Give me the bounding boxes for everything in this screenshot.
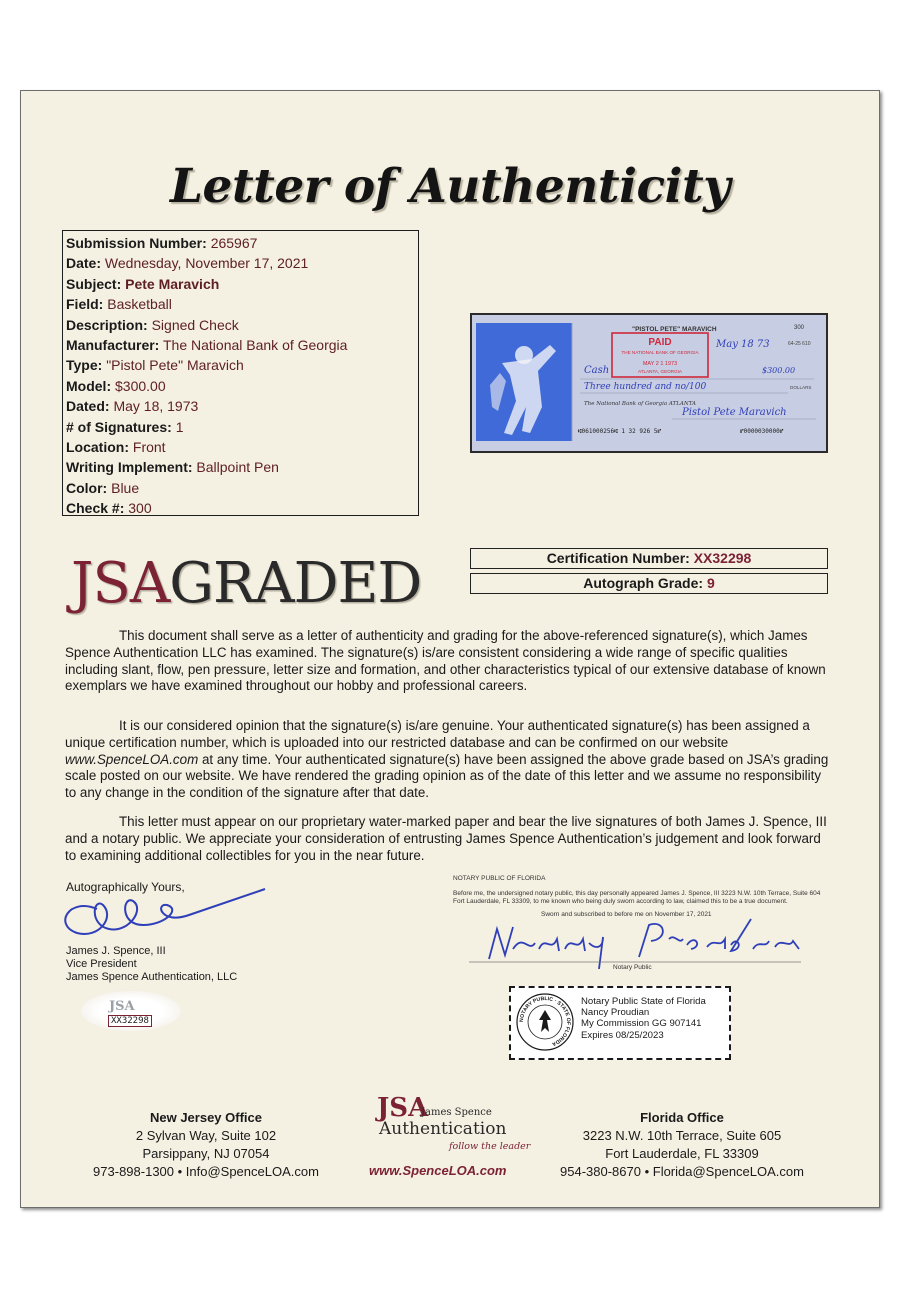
jsa-logo-graded: GRADED [169, 551, 422, 616]
certification-label: Certification Number: [546, 550, 690, 566]
detail-row [66, 417, 418, 437]
footer-logo-auth: Authentication [379, 1119, 507, 1139]
paragraph-2 [65, 718, 831, 802]
seal-line-1: Notary Public State of Florida [581, 996, 706, 1007]
detail-value: Signed Check [151, 316, 239, 333]
footer-logo-tagline: follow the leader [449, 1141, 531, 1152]
paragraph-1 [65, 628, 831, 695]
check-routing: 64-25 610 [788, 341, 811, 347]
sticker-logo: JSA [109, 999, 135, 1014]
grade-label: Autograph Grade: [583, 575, 704, 591]
stamp-date: MAY 2 1 1973 [642, 361, 678, 367]
detail-value: The National Bank of Georgia [163, 336, 348, 353]
detail-row [66, 457, 418, 477]
check-micr: ⑆061000256⑆ 1 32 926 5⑈ [578, 428, 662, 435]
stamp-bank: THE NATIONAL BANK OF GEORGIA [621, 350, 699, 355]
detail-value: 1 [175, 418, 184, 435]
seal-text [581, 996, 706, 1041]
paragraph-3-text: This letter must appear on our proprietary water-marked paper and bear the live signatures of both James J. Spence, III and a notary public. We appreciate your consideration of entrusting James Spence Authentication’s judgement and look forward to examining additional collectibles for you in the near future. [65, 814, 827, 863]
check-amount: $300.00 [762, 366, 796, 375]
detail-value: 265967 [210, 235, 258, 251]
detail-value: 300 [128, 500, 152, 517]
detail-value: Blue [111, 479, 140, 496]
detail-row [66, 396, 418, 416]
notary-seal-emblem [515, 992, 575, 1052]
nj-office [81, 1109, 331, 1181]
detail-label: Writing Implement: [66, 459, 193, 476]
check-svg [472, 315, 826, 451]
detail-row [66, 274, 418, 294]
detail-label: Color: [66, 479, 108, 496]
detail-row [66, 233, 418, 253]
check-amount-words: Three hundred and no/100 [584, 382, 707, 392]
detail-value: $300.00 [115, 377, 166, 394]
check-header: "PISTOL PETE" MARAVICH [632, 326, 717, 333]
detail-value: "Pistol Pete" Maravich [106, 357, 244, 374]
detail-label: Date: [66, 255, 102, 272]
detail-value: Front [132, 438, 166, 455]
certification-number: XX32298 [693, 550, 752, 566]
signer-role: Vice President [66, 958, 137, 970]
detail-label: Type: [66, 357, 103, 374]
detail-label: Location: [66, 438, 129, 455]
notary-text: Before me, the undersigned notary public, this day personally appeared James J. Spence, III 3223 N.W. 10th Terrace, Suite 604 Fort Lauderdale, FL 33309, to me known who being duly sworn according to law, claimed this to be a true document. [453, 890, 821, 905]
details-box [62, 230, 419, 516]
paragraph-1-text: This document shall serve as a letter of authenticity and grading for the above-referenced signature(s), which James Spence Authentication LLC has examined. The signature(s) is/are consistent considering a wide range of specific qualities including slant, flow, pen pressure, letter size and formation, and other characteristics typical of our extensive database of known exemplars we have examined throughout our hobby and professional careers. [65, 628, 826, 694]
detail-value: Basketball [107, 296, 172, 313]
check-image [470, 313, 828, 453]
footer-logo-jsa: JSA [377, 1093, 429, 1123]
jsa-authentication-logo [359, 1093, 539, 1185]
fl-office [517, 1109, 847, 1181]
detail-label: Submission Number: [66, 235, 207, 251]
seal-ring-text: NOTARY PUBLIC · STATE OF FLORIDA [518, 995, 572, 1047]
jsa-graded-logo [71, 551, 421, 616]
letter-title: Letter of Authenticity [170, 159, 730, 214]
detail-label: Subject: [66, 275, 122, 292]
notary-sworn: Sworn and subscribed to before me on November 17, 2021 [541, 911, 712, 918]
check-number: 300 [794, 325, 805, 331]
check-payee: Cash [584, 365, 610, 376]
detail-row [66, 437, 418, 457]
detail-row [66, 253, 418, 273]
detail-label: Check #: [66, 500, 125, 517]
detail-row [66, 498, 418, 518]
detail-value: Pete Maravich [125, 275, 220, 292]
detail-row [66, 478, 418, 498]
certification-box [470, 548, 828, 569]
detail-label: Field: [66, 296, 104, 313]
signer-name: James J. Spence, III [66, 945, 166, 957]
website-link[interactable]: www.SpenceLOA.com [65, 751, 199, 767]
nj-office-contact: 973-898-1300 • Info@SpenceLOA.com [93, 1164, 319, 1179]
stamp-city: ATLANTA, GEORGIA [638, 369, 682, 374]
paragraph-2-text: It is our considered opinion that the signature(s) is/are genuine. Your authenticated signature(s) has been assigned a unique certification number, which is uploaded into our restricted database and can be confirmed on our website [65, 718, 810, 750]
detail-label: Model: [66, 377, 112, 394]
paragraph-2-rest: at any time. Your authenticated signature(s) have been assigned the above grade based on JSA’s grading scale posted on our website. We have rendered the grading opinion as of the date of this letter and we assume no responsibility to any change in the condition of the signature after that date. [65, 751, 829, 801]
detail-label: Manufacturer: [66, 336, 160, 353]
notary-seal [509, 986, 731, 1060]
detail-value: May 18, 1973 [113, 398, 199, 415]
detail-value: Wednesday, November 17, 2021 [104, 255, 309, 272]
detail-row [66, 376, 418, 396]
detail-row [66, 335, 418, 355]
spence-signature [49, 885, 269, 945]
detail-row [66, 315, 418, 335]
detail-row [66, 294, 418, 314]
check-written-date: May 18 73 [716, 339, 770, 350]
fl-office-line2: Fort Lauderdale, FL 33309 [605, 1146, 759, 1161]
detail-row [66, 355, 418, 375]
jsa-logo-jsa: JSA [71, 551, 170, 616]
detail-value: Ballpoint Pen [196, 459, 279, 476]
footer-website-link[interactable]: www.SpenceLOA.com [369, 1163, 507, 1178]
grade-value: 9 [706, 575, 715, 591]
notary-caption: Notary Public [613, 964, 652, 971]
seal-line-4: Expires 08/25/2023 [581, 1029, 664, 1041]
seal-line-3: My Commission GG 907141 [581, 1018, 702, 1030]
notary-heading: NOTARY PUBLIC OF FLORIDA [453, 875, 546, 882]
signer-block [66, 945, 237, 984]
notary-signature [469, 909, 809, 969]
nj-office-line2: Parsippany, NJ 07054 [142, 1146, 270, 1161]
signer-company: James Spence Authentication, LLC [66, 971, 238, 983]
check-dollars: DOLLARS [790, 385, 812, 390]
fl-office-heading: Florida Office [640, 1110, 724, 1125]
check-bank-name: The National Bank of Georgia ATLANTA [584, 401, 696, 407]
grade-box [470, 573, 828, 594]
detail-label: Dated: [66, 398, 110, 415]
detail-label: # of Signatures: [66, 418, 172, 435]
fl-office-line1: 3223 N.W. 10th Terrace, Suite 605 [582, 1128, 782, 1143]
eagle-icon [539, 1010, 551, 1032]
check-micr-amount: ⑈0000030000⑈ [740, 428, 784, 435]
paragraph-3 [65, 814, 831, 864]
fl-office-contact: 954-380-8670 • Florida@SpenceLOA.com [560, 1164, 804, 1179]
sticker-number: XX32298 [108, 1015, 152, 1027]
stamp-paid: PAID [648, 337, 672, 348]
detail-label: Description: [66, 316, 148, 333]
footer-logo-james: James Spence [421, 1107, 492, 1118]
closing-salutation: Autographically Yours, [66, 880, 185, 894]
letter-page [20, 90, 880, 1208]
nj-office-heading: New Jersey Office [149, 1110, 262, 1125]
seal-line-2: Nancy Proudian [581, 1007, 650, 1019]
hologram-sticker [81, 991, 181, 1031]
check-signature: Pistol Pete Maravich [682, 407, 787, 418]
nj-office-line1: 2 Sylvan Way, Suite 102 [135, 1128, 277, 1143]
